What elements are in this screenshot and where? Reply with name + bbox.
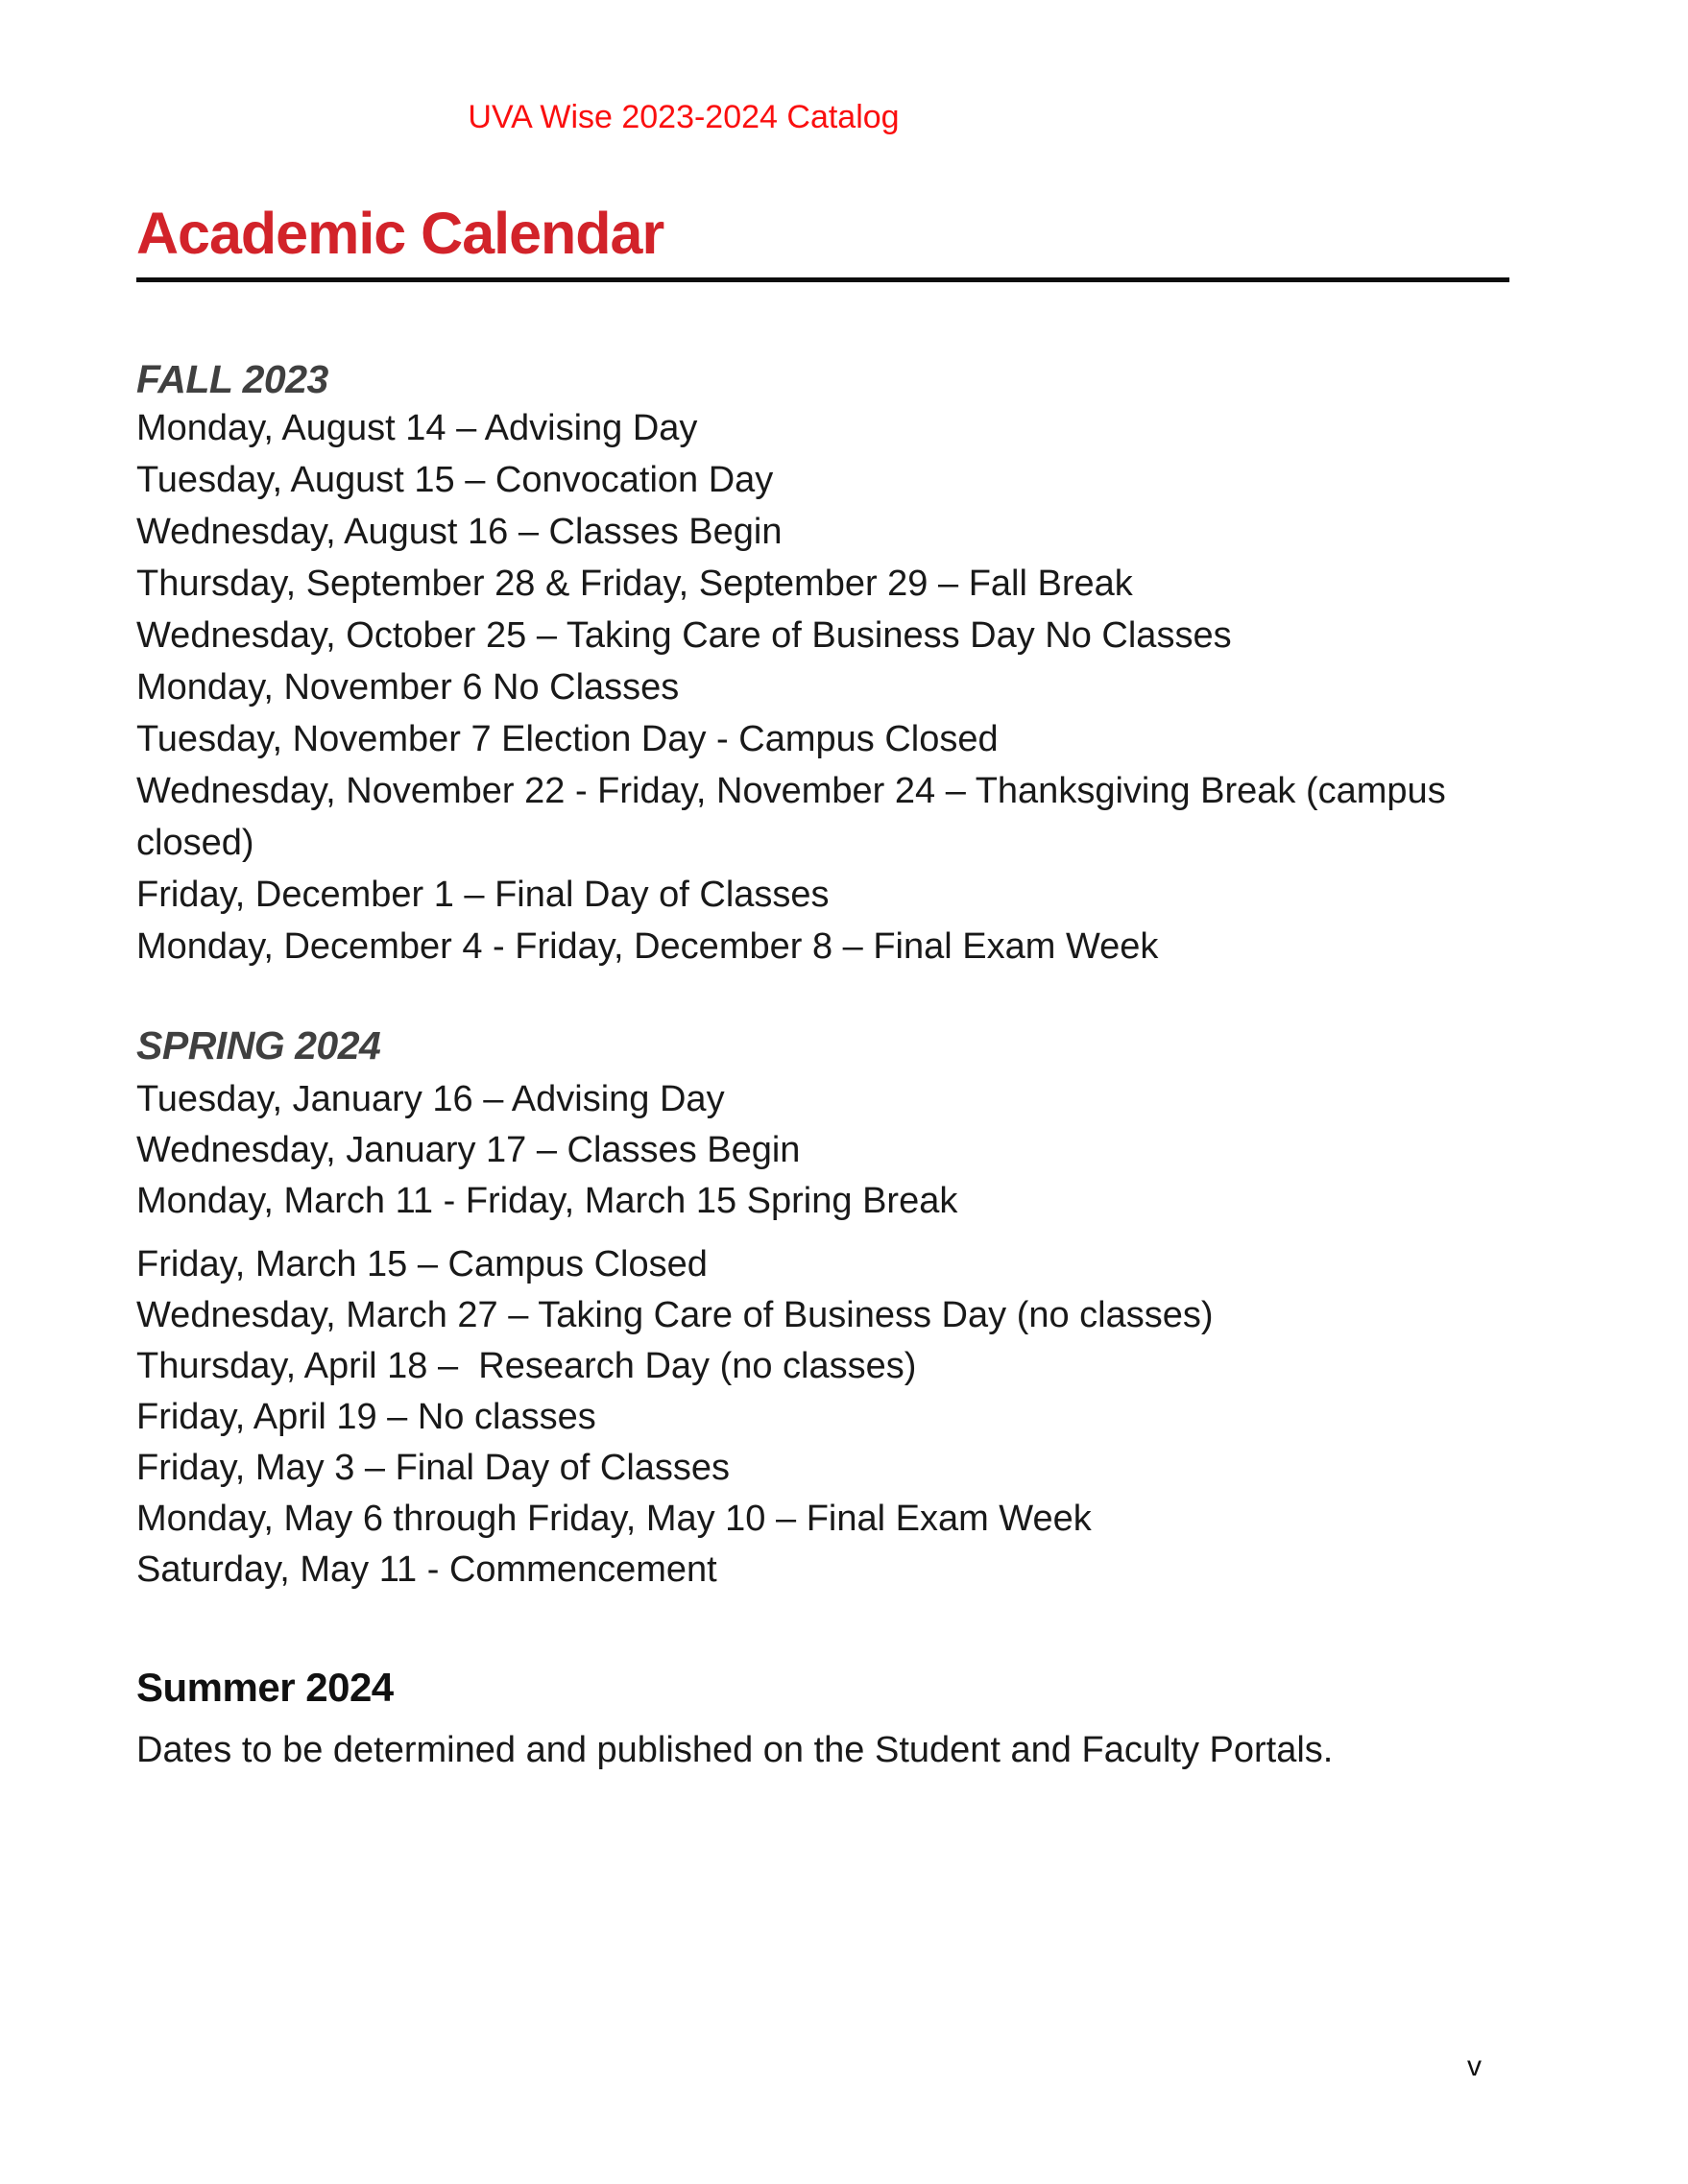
calendar-entry: Wednesday, January 17 – Classes Begin — [136, 1130, 801, 1170]
calendar-entry: Thursday, April 18 – Research Day (no classes) — [136, 1346, 917, 1386]
summer-2024-note: Dates to be determined and published on the Student and Faculty Portals. — [136, 1730, 1334, 1770]
section-heading-spring-2024: SPRING 2024 — [136, 1023, 381, 1068]
calendar-entry: Monday, May 6 through Friday, May 10 – Final Exam Week — [136, 1499, 1092, 1539]
calendar-entry: Friday, December 1 – Final Day of Classes — [136, 875, 830, 915]
calendar-entry: Wednesday, October 25 – Taking Care of Business Day No Classes — [136, 615, 1232, 656]
calendar-entry: Wednesday, August 16 – Classes Begin — [136, 512, 783, 552]
calendar-entry: Friday, April 19 – No classes — [136, 1397, 596, 1437]
calendar-entry: Tuesday, August 15 – Convocation Day — [136, 460, 774, 500]
title-rule-divider — [136, 277, 1509, 282]
calendar-entry: Monday, November 6 No Classes — [136, 667, 680, 708]
section-heading-summer-2024: Summer 2024 — [136, 1665, 394, 1710]
section-heading-fall-2023: FALL 2023 — [136, 357, 328, 401]
calendar-entry: Wednesday, March 27 – Taking Care of Business Day (no classes) — [136, 1295, 1214, 1335]
fall-2023-event-list — [136, 402, 1511, 972]
calendar-entry: Monday, March 11 - Friday, March 15 Spring Break — [136, 1181, 958, 1221]
calendar-entry: Monday, December 4 - Friday, December 8 – Final Exam Week — [136, 926, 1159, 967]
calendar-entry: Friday, May 3 – Final Day of Classes — [136, 1448, 731, 1488]
calendar-entry: Monday, August 14 – Advising Day — [136, 408, 698, 448]
calendar-entry: Wednesday, November 22 - Friday, November 24 – Thanksgiving Break (campus closed) — [136, 771, 1457, 863]
page-title: Academic Calendar — [136, 201, 664, 266]
calendar-entry: Friday, March 15 – Campus Closed — [136, 1244, 708, 1284]
page-number: v — [1467, 2051, 1482, 2082]
spring-2024-event-list — [136, 1074, 1511, 1596]
running-header: UVA Wise 2023-2024 Catalog — [468, 99, 900, 135]
calendar-entry: Thursday, September 28 & Friday, September 29 – Fall Break — [136, 564, 1133, 604]
calendar-entry: Tuesday, January 16 – Advising Day — [136, 1079, 725, 1119]
calendar-entry: Saturday, May 11 - Commencement — [136, 1549, 717, 1590]
calendar-entry: Tuesday, November 7 Election Day - Campus Closed — [136, 719, 999, 759]
